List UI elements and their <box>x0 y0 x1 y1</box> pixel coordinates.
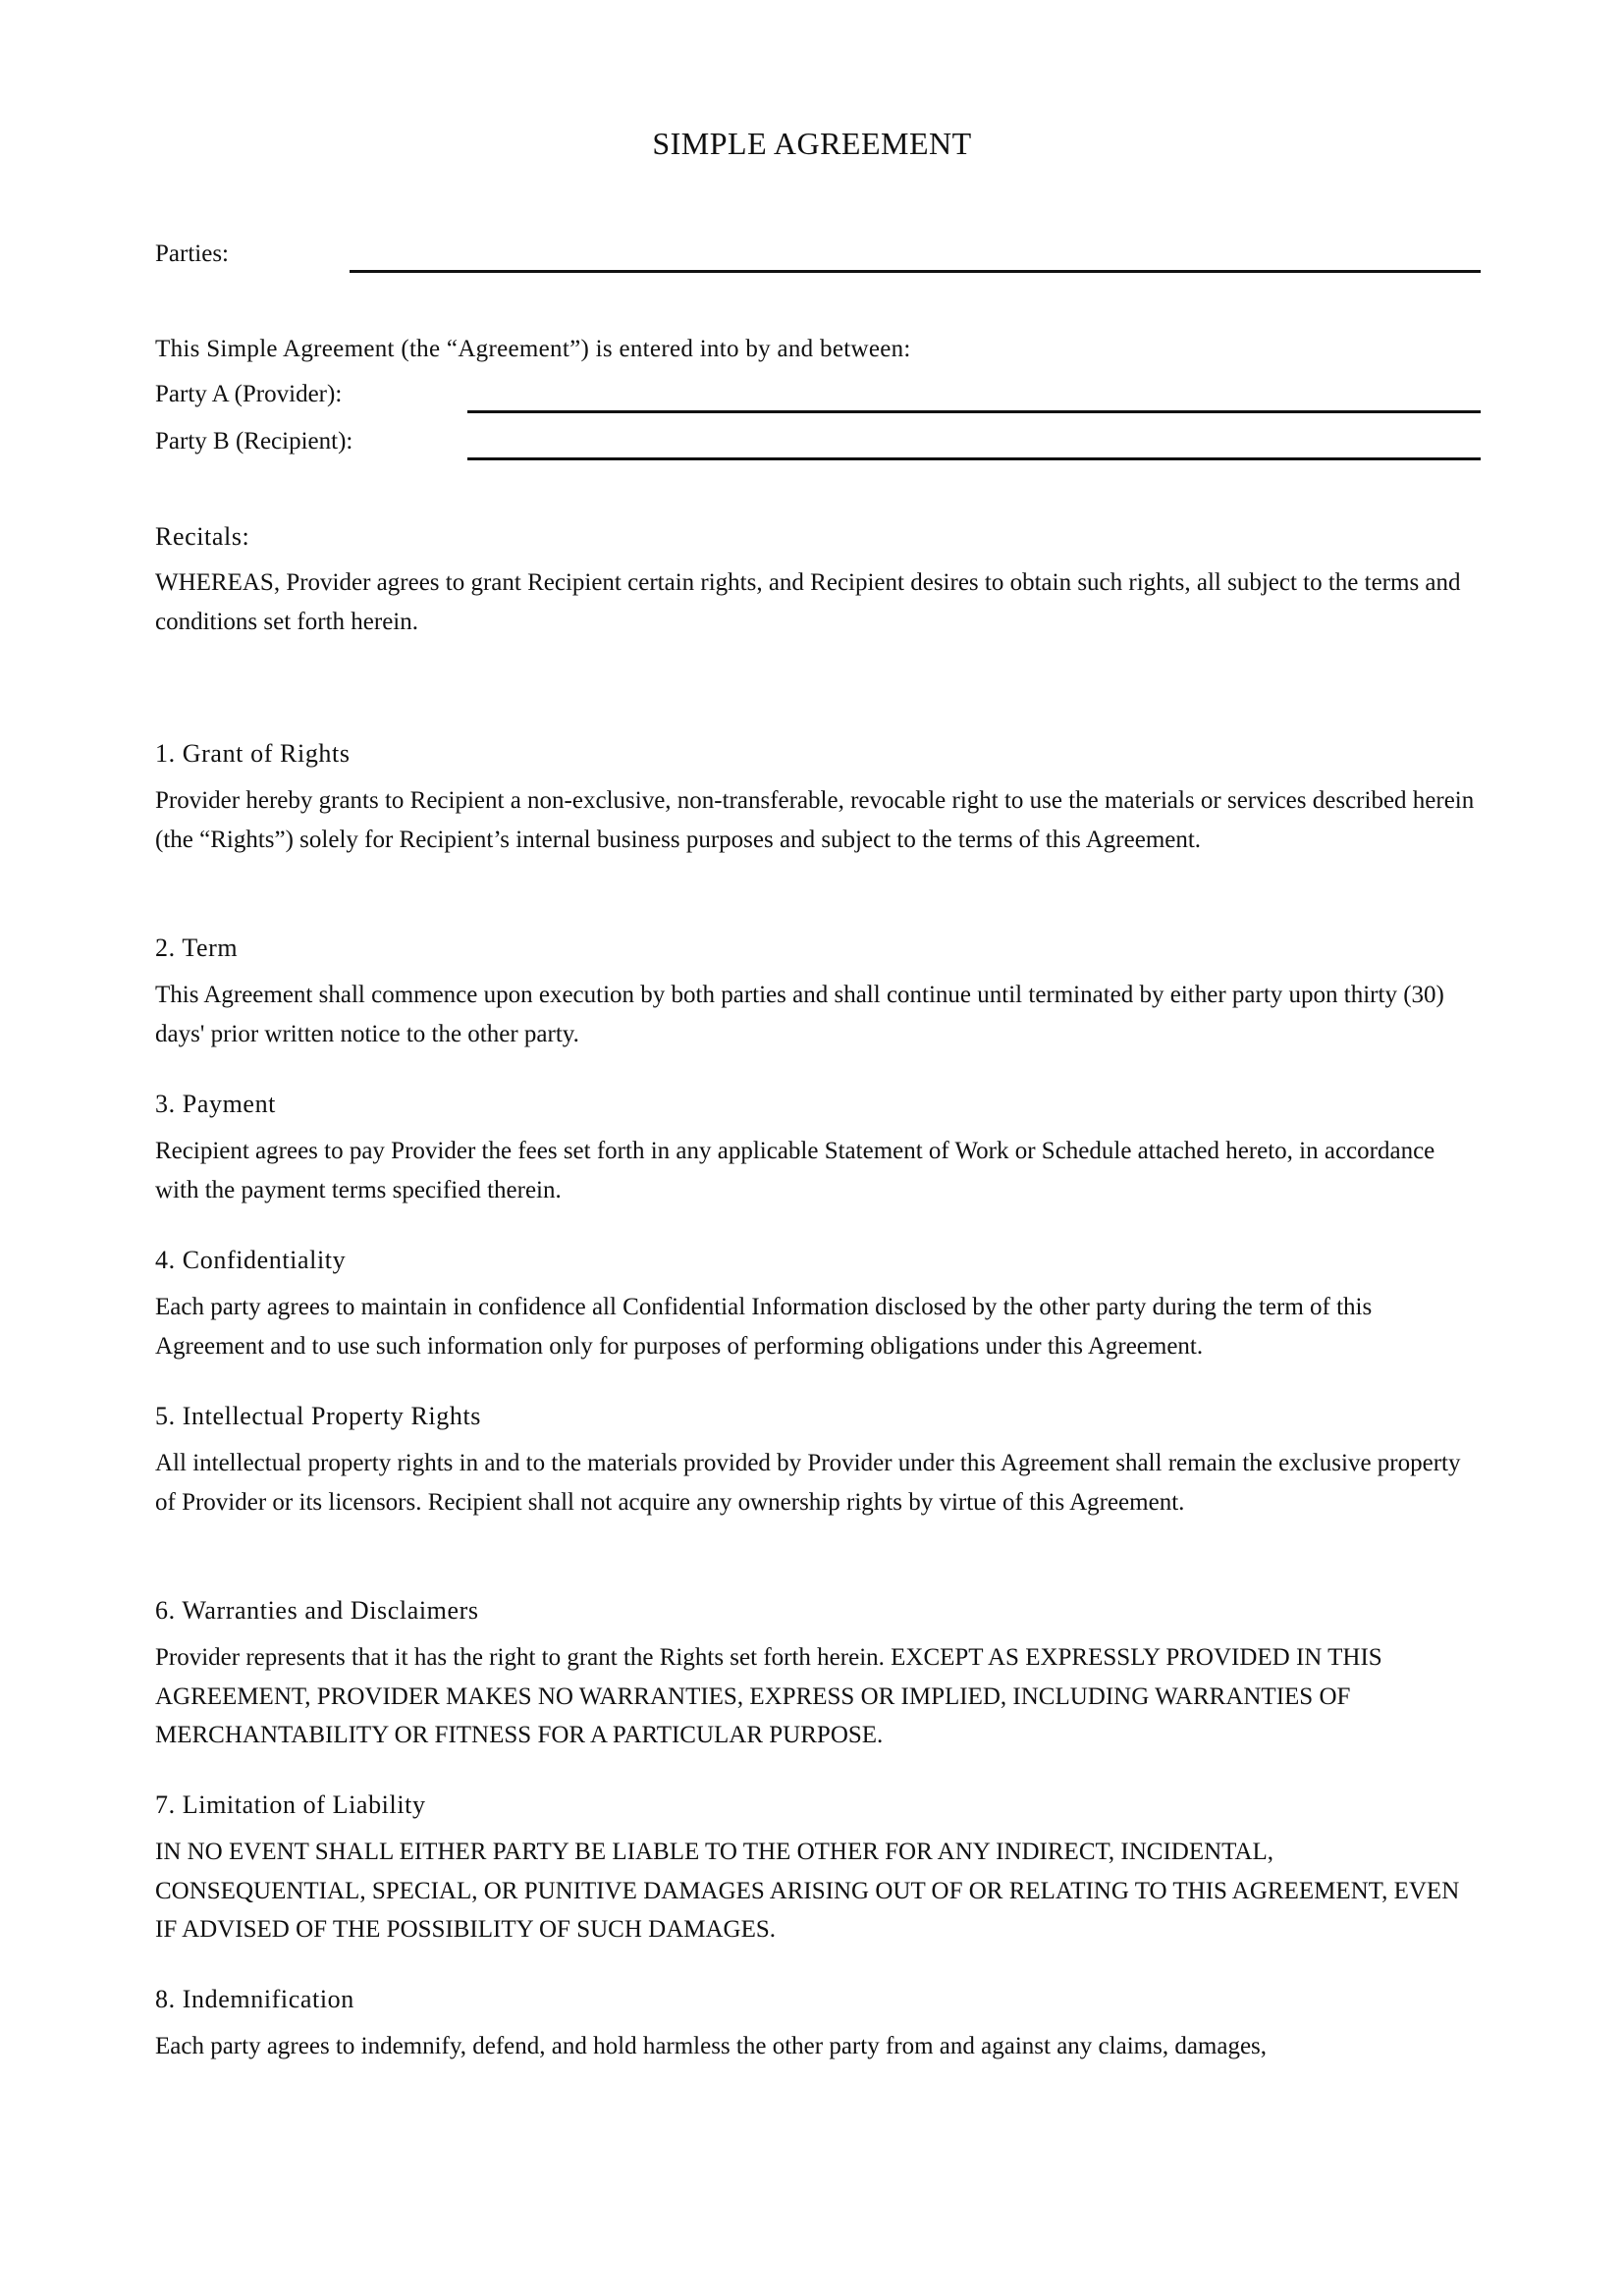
parties-label: Parties: <box>155 240 229 267</box>
section-heading-term: 2. Term <box>155 934 239 962</box>
section-body-warranties: Provider represents that it has the right to grant the Rights set forth herein. EXCEPT AS EXPRESSLY PROVIDED IN THIS AGREEMENT, PROVIDER MAKES NO WARRANTIES, EXPRESS OR IMPLIED, INCLUDING WARRANTIES OF MERCHANTABILITY OR FITNESS FOR A PARTICULAR PURPOSE. <box>155 1644 1382 1748</box>
party-b-label: Party B (Recipient): <box>155 428 353 454</box>
section-body-indemnification: Each party agrees to indemnify, defend, and hold harmless the other party from and against any claims, damages, <box>155 2033 1268 2059</box>
parties-signature-line <box>350 270 1481 273</box>
section-body-intellectual-property: All intellectual property rights in and to the materials provided by Provider under this Agreement shall remain the exclusive property of Provider or its licensors. Recipient shall not acquire any ownership rights by virtue of this Agreement. <box>155 1450 1461 1516</box>
party-a-label: Party A (Provider): <box>155 381 343 407</box>
section-body-payment: Recipient agrees to pay Provider the fees set forth in any applicable Statement of Work or Schedule attached hereto, in accordance with the payment terms specified therein. <box>155 1138 1435 1203</box>
section-heading-intellectual-property: 5. Intellectual Property Rights <box>155 1402 481 1430</box>
document-title: SIMPLE AGREEMENT <box>652 126 972 161</box>
section-heading-grant-of-rights: 1. Grant of Rights <box>155 739 351 768</box>
recitals-heading: Recitals: <box>155 522 250 551</box>
intro-text: This Simple Agreement (the “Agreement”) is entered into by and between: <box>155 336 911 362</box>
recitals-text: WHEREAS, Provider agrees to grant Recipient certain rights, and Recipient desires to obtain such rights, all subject to the terms and conditions set forth herein. <box>155 569 1461 635</box>
section-body-confidentiality: Each party agrees to maintain in confidence all Confidential Information disclosed by the other party during the term of this Agreement and to use such information only for purposes of performing obligations under this Agreement. <box>155 1294 1373 1360</box>
section-heading-warranties: 6. Warranties and Disclaimers <box>155 1596 479 1625</box>
party-b-signature-line <box>467 457 1481 460</box>
section-body-limitation-of-liability: IN NO EVENT SHALL EITHER PARTY BE LIABLE TO THE OTHER FOR ANY INDIRECT, INCIDENTAL, CONSEQUENTIAL, SPECIAL, OR PUNITIVE DAMAGES ARISING OUT OF OR RELATING TO THIS AGREEMENT, EVEN IF ADVISED OF THE POSSIBILITY OF SUCH DAMAGES. <box>155 1839 1460 1943</box>
section-heading-payment: 3. Payment <box>155 1090 276 1118</box>
section-heading-confidentiality: 4. Confidentiality <box>155 1246 347 1274</box>
party-a-signature-line <box>467 410 1481 413</box>
section-body-grant-of-rights: Provider hereby grants to Recipient a non-exclusive, non-transferable, revocable right to use the materials or services described herein (the “Rights”) solely for Recipient’s internal business purposes and subject to the terms of this Agreement. <box>155 787 1475 853</box>
section-heading-indemnification: 8. Indemnification <box>155 1985 354 2013</box>
section-heading-limitation-of-liability: 7. Limitation of Liability <box>155 1790 426 1819</box>
section-body-term: This Agreement shall commence upon execution by both parties and shall continue until terminated by either party upon thirty (30) days' prior written notice to the other party. <box>155 982 1444 1047</box>
